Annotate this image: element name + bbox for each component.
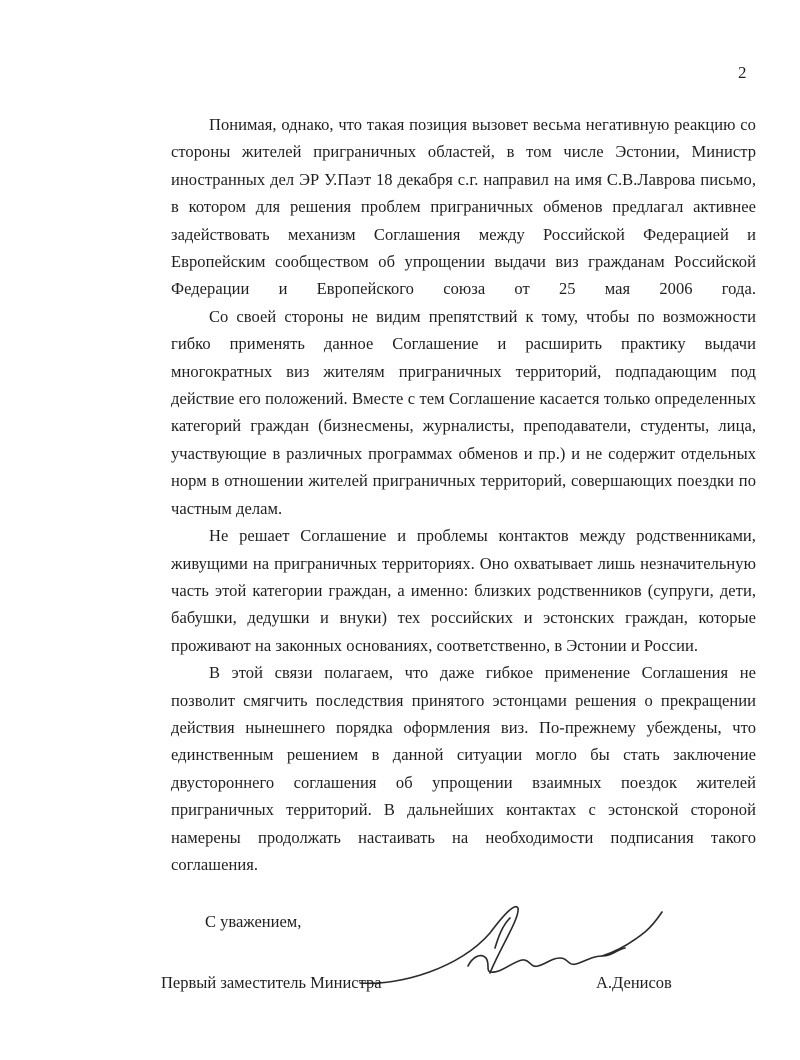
paragraph-3: Не решает Соглашение и проблемы контактов между родственниками, живущими на приграничных территориях. Оно охватывает лишь незначительную часть этой категории граждан, а именно: близких родственников (супруги, дети, бабушки, дедушки и внуки) тех российских и эстонских граждан, которые проживают на законных основаниях, соответственно, в Эстонии и России.	[171, 526, 756, 655]
signatory-title: Первый заместитель Министра	[161, 973, 382, 992]
closing-salutation: С уважением,	[205, 912, 302, 931]
paragraph-4: В этой связи полагаем, что даже гибкое применение Соглашения не позволит смягчить последствия принятого эстонцами решения о прекращении действия нынешнего порядка оформления виз. По-прежнему убеждены, что единственным решением в данной ситуации могло бы стать заключение двустороннего соглашения об упрощении взаимных поездок жителей приграничных территорий. В дальнейших контактах с эстонской стороной намерены продолжать настаивать на необходимости подписания такого соглашения.	[171, 663, 756, 874]
paragraph-1: Понимая, однако, что такая позиция вызовет весьма негативную реакцию со стороны жителей приграничных областей, в том числе Эстонии, Министр иностранных дел ЭР У.Паэт 18 декабря с.г. направил на имя С.В.Лаврова письмо, в котором для решения проблем приграничных обменов предлагал активнее задействовать механизм Соглашения между Российской Федерацией и Европейским сообществом об упрощении выдачи виз гражданам Российской Федерации и Европейского союза от 25 мая 2006 года.	[171, 115, 756, 299]
signatory-name: А.Денисов	[596, 973, 672, 992]
letter-body	[171, 111, 756, 878]
page-number: 2	[738, 63, 747, 82]
paragraph-2: Со своей стороны не видим препятствий к тому, чтобы по возможности гибко применять данное Соглашение и расширить практику выдачи многократных виз жителям приграничных территорий, подпадающим под действие его положений. Вместе с тем Соглашение касается только определенных категорий граждан (бизнесмены, журналисты, преподаватели, студенты, лица, участвующие в различных программах обменов и пр.) и не содержит отдельных норм в отношении жителей приграничных территорий, совершающих поездки по частным делам.	[171, 306, 756, 518]
